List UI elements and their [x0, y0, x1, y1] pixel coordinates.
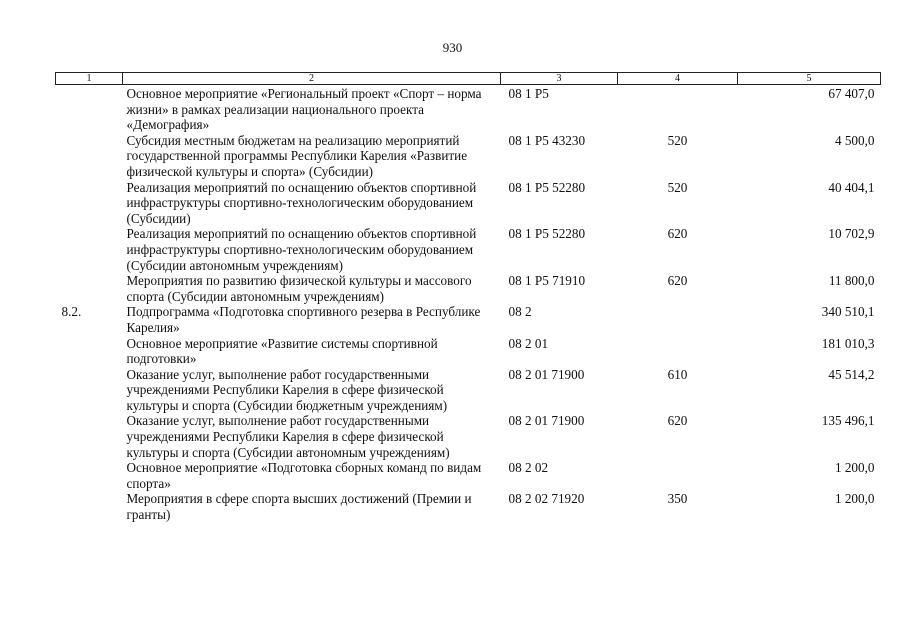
row-code: 08 1 P5	[508, 86, 549, 101]
row-number	[56, 133, 123, 180]
row-number	[56, 367, 123, 414]
row-code: 08 2 01 71900	[508, 366, 585, 382]
row-expense-type: 620	[667, 226, 688, 242]
table-row	[56, 367, 881, 414]
row-amount: 1 200,0	[834, 491, 875, 507]
row-code: 08 1 P5 43230	[508, 132, 586, 148]
row-number	[56, 491, 123, 522]
column-header-3: 3	[501, 73, 618, 85]
table-header	[56, 73, 881, 85]
table-row	[56, 304, 881, 335]
row-expense-type: 520	[667, 179, 688, 195]
row-expense-type: 610	[667, 366, 688, 382]
row-number: 8.2.	[61, 304, 82, 320]
row-name: Мероприятия по развитию физической культуры и массового спорта (Субсидии автономным учреждениям)	[126, 273, 472, 304]
row-code: 08 2 01 71900	[508, 413, 585, 429]
header-row	[56, 73, 881, 85]
row-code: 08 2	[508, 304, 532, 320]
row-number	[56, 226, 123, 273]
table-row	[56, 336, 881, 367]
row-amount: 340 510,1	[821, 304, 875, 320]
row-code: 08 1 P5 71910	[508, 273, 586, 289]
table-row	[56, 460, 881, 491]
row-code: 08 2 02 71920	[508, 491, 585, 507]
row-expense-type: 620	[667, 273, 688, 289]
row-number	[56, 460, 123, 491]
row-number	[56, 413, 123, 460]
row-number	[56, 180, 123, 227]
row-name: Подпрограмма «Подготовка спортивного резерва в Республике Карелия»	[126, 304, 481, 335]
table-row	[56, 226, 881, 273]
row-expense-type: 350	[667, 491, 688, 507]
column-header-1: 1	[56, 73, 123, 85]
column-header-2: 2	[123, 73, 501, 85]
table-row	[56, 491, 881, 522]
row-expense-type: 620	[667, 413, 688, 429]
row-amount: 40 404,1	[828, 179, 875, 195]
row-name: Основное мероприятие «Подготовка сборных команд по видам спорта»	[126, 460, 482, 491]
table-row	[56, 133, 881, 180]
row-name: Мероприятия в сфере спорта высших достижений (Премии и гранты)	[126, 491, 472, 523]
row-amount: 45 514,2	[828, 366, 875, 382]
row-amount: 1 200,0	[834, 460, 875, 476]
row-name: Оказание услуг, выполнение работ государственными учреждениями Республики Карелия в сфере физической культуры и спорта (Субсидии бюджетным учреждениям)	[126, 366, 448, 413]
row-name: Субсидия местным бюджетам на реализацию мероприятий государственной программы Республики Карелия «Развитие физической культуры и спорта» (Субсидии)	[126, 132, 468, 179]
row-amount: 67 407,0	[828, 86, 875, 101]
table-row	[56, 413, 881, 460]
row-number	[56, 336, 123, 367]
row-amount: 11 800,0	[828, 273, 875, 289]
row-expense-type	[618, 304, 738, 335]
row-expense-type: 520	[667, 132, 688, 148]
row-amount: 181 010,3	[821, 335, 875, 351]
table-body	[56, 85, 881, 523]
row-name: Реализация мероприятий по оснащению объектов спортивной инфраструктуры спортивно-технологическим оборудованием (Субсидии)	[126, 179, 477, 226]
row-code: 08 1 P5 52280	[508, 179, 586, 195]
table-row	[56, 85, 881, 133]
row-name: Оказание услуг, выполнение работ государственными учреждениями Республики Карелия в сфере физической культуры и спорта (Субсидии автономным учреждениям)	[126, 413, 450, 460]
row-amount: 135 496,1	[821, 413, 875, 429]
row-expense-type	[618, 460, 738, 491]
row-expense-type	[618, 336, 738, 367]
row-number	[56, 273, 123, 304]
budget-table	[55, 72, 881, 523]
row-number	[56, 85, 123, 133]
row-code: 08 2 01	[508, 335, 549, 351]
column-header-4: 4	[618, 73, 738, 85]
row-name: Основное мероприятие «Развитие системы спортивной подготовки»	[126, 335, 438, 367]
row-name: Реализация мероприятий по оснащению объектов спортивной инфраструктуры спортивно-технологическим оборудованием (Субсидии автономным учреждениям)	[126, 226, 477, 273]
row-amount: 4 500,0	[834, 132, 875, 148]
row-amount: 10 702,9	[828, 226, 875, 242]
table-row	[56, 273, 881, 304]
column-header-5: 5	[738, 73, 881, 85]
row-name: Основное мероприятие «Региональный проект «Спорт – норма жизни» в рамках реализации национального проекта «Демография»	[126, 86, 482, 133]
row-code: 08 1 P5 52280	[508, 226, 586, 242]
row-code: 08 2 02	[508, 460, 549, 476]
table-row	[56, 180, 881, 227]
row-expense-type	[618, 85, 738, 133]
page-number: 930	[442, 40, 463, 55]
